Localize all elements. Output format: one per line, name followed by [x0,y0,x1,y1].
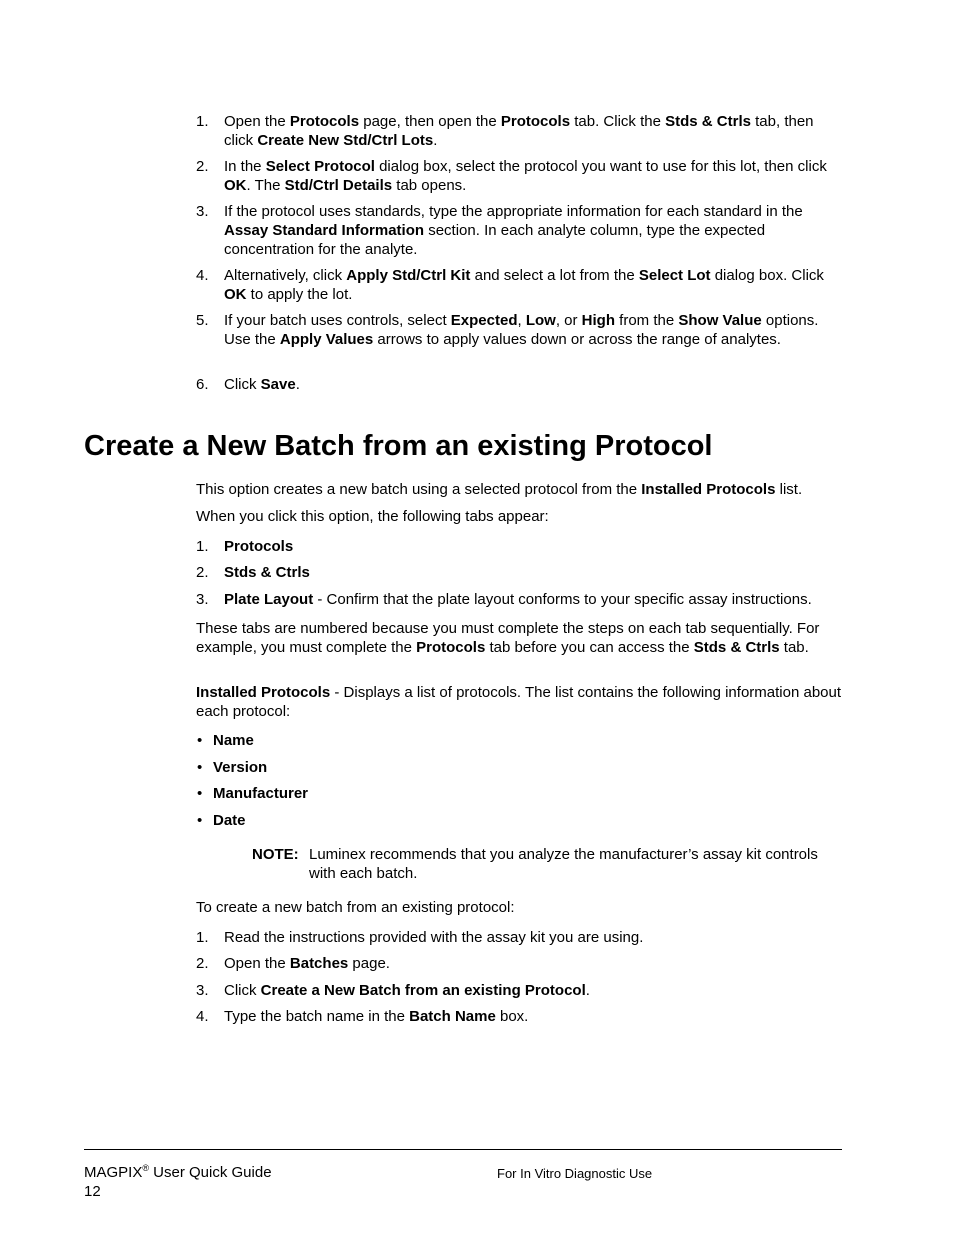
list-number: 1. [196,929,209,946]
list-number: 3. [196,982,209,999]
bullet-icon: • [197,732,203,749]
list-number: 4. [196,267,209,284]
note-text: Luminex recommends that you analyze the manufacturer’s assay kit controls with each batch. [309,846,818,882]
list-number: 6. [196,376,209,393]
list-item: Open the Batches page. [224,955,390,972]
bullet-icon: • [197,785,203,802]
list-number: 1. [196,113,209,130]
note-label: NOTE: [252,846,299,863]
list-number: 2. [196,564,209,581]
list-number: 2. [196,158,209,175]
list-item: If your batch uses controls, select Expected, Low, or High from the Show Value options. Use the Apply Values arrows to apply values down or across the range of analytes. [224,312,819,348]
intro-paragraph-2: When you click this option, the following tabs appear: [196,508,549,525]
bullet-item: Manufacturer [213,785,309,802]
list-item: Click Save. [224,376,300,393]
list-item: In the Select Protocol dialog box, select the protocol you want to use for this lot, then click OK. The Std/Ctrl Details tab opens. [224,158,827,194]
list-number: 4. [196,1008,209,1025]
bullet-item: Name [213,732,254,749]
footer-divider [84,1149,842,1150]
list-item: Alternatively, click Apply Std/Ctrl Kit and select a lot from the Select Lot dialog box. Click OK to apply the lot. [224,267,824,303]
footer-guide: User Quick Guide [149,1164,272,1181]
footer-usage: For In Vitro Diagnostic Use [497,1166,653,1181]
list-item: Stds & Ctrls [224,564,310,581]
list-number: 5. [196,312,209,329]
tabs-paragraph: These tabs are numbered because you must complete the steps on each tab sequentially. For example, you must complete the Protocols tab before you can access the Stds & Ctrls tab. [196,620,820,656]
page-number: 12 [84,1183,101,1200]
list-item: Protocols [224,538,294,555]
list-item: Plate Layout - Confirm that the plate layout conforms to your specific assay instructions. [224,591,812,608]
list-item: Type the batch name in the Batch Name box. [224,1008,529,1025]
bullet-item: Date [213,812,246,829]
list-number: 3. [196,203,209,220]
bullet-item: Version [213,759,268,776]
create-batch-paragraph: To create a new batch from an existing protocol: [196,899,515,916]
list-number: 1. [196,538,209,555]
section-heading: Create a New Batch from an existing Protocol [84,430,713,462]
registered-mark: ® [142,1163,149,1173]
list-number: 3. [196,591,209,608]
footer-product: MAGPIX [84,1164,143,1181]
list-item: Read the instructions provided with the assay kit you are using. [224,929,644,946]
bullet-icon: • [197,759,203,776]
intro-paragraph: This option creates a new batch using a selected protocol from the Installed Protocols list. [196,481,803,498]
footer-guide-title [84,1163,272,1182]
list-item: Open the Protocols page, then open the Protocols tab. Click the Stds & Ctrls tab, then click Create New Std/Ctrl Lots. [224,113,814,149]
bullet-icon: • [197,812,203,829]
list-number: 2. [196,955,209,972]
installed-protocols-paragraph: Installed Protocols - Displays a list of protocols. The list contains the following information about each protocol: [196,684,842,720]
list-item: Click Create a New Batch from an existing Protocol. [224,982,590,999]
list-item: If the protocol uses standards, type the appropriate information for each standard in the Assay Standard Information section. In each analyte column, type the expected concentration for the analyte. [224,203,803,258]
